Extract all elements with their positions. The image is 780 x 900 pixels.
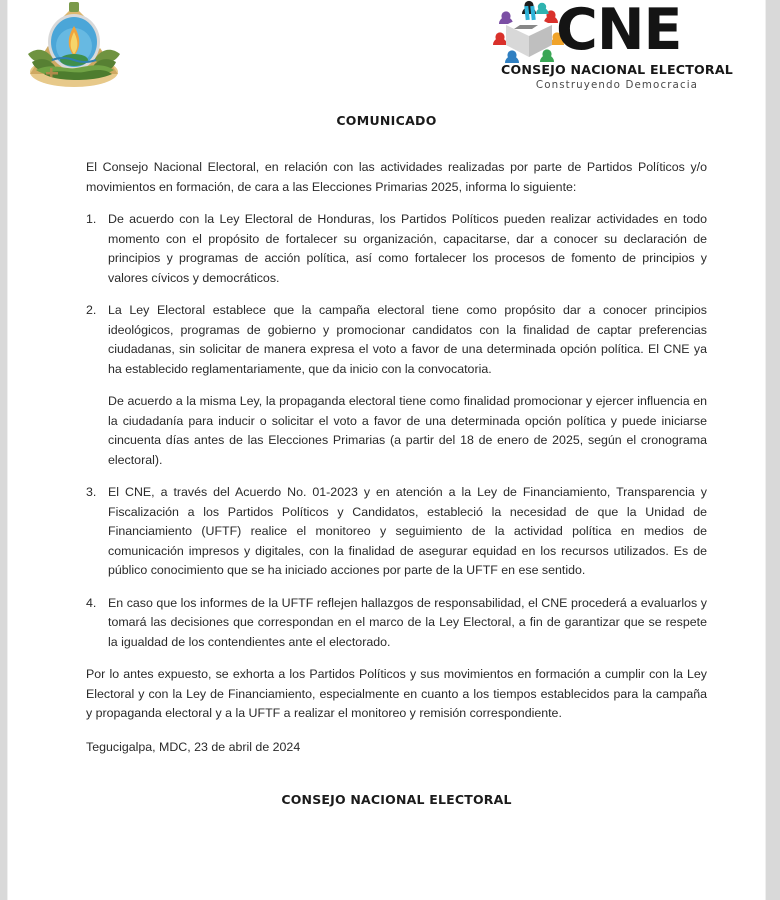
document-header	[8, 0, 765, 100]
intro-paragraph: El Consejo Nacional Electoral, en relación con las actividades realizadas por parte de Partidos Políticos y/o movimientos en formación, de cara a las Elecciones Primarias 2025, informa lo siguiente:	[86, 160, 707, 194]
honduras-coat-of-arms-icon	[22, 2, 126, 90]
list-item-text: El CNE, a través del Acuerdo No. 01-2023 y en atención a la Ley de Financiamiento, Transparencia y Fiscalización a los Partidos Políticos y Candidatos, estableció la necesidad de que la Unidad de Financiamiento (UFTF) realice el monitoreo y seguimiento de la actividad política en medios de comunicación impresos y digitales, con la finalidad de asegurar equidad en los recursos utilizados. Es de público conocimiento que se ha iniciado acciones por parte de la UFTF en ese sentido.	[108, 485, 707, 577]
cne-full-name: CONSEJO NACIONAL ELECTORAL	[501, 62, 733, 77]
list-item-sub-paragraph: De acuerdo a la misma Ley, la propaganda electoral tiene como finalidad promocionar y ejercer influencia en la ciudadanía para inducir o solicitar el voto a favor de una determinada opción política y puede iniciarse cincuenta días antes de las Elecciones Primarias (a partir del 18 de enero de 2025, según el cronograma electoral).	[108, 394, 707, 467]
list-item	[86, 483, 707, 581]
date-line: Tegucigalpa, MDC, 23 de abril de 2024	[86, 739, 301, 754]
list-item	[86, 210, 707, 288]
list-item-number: 1.	[86, 212, 97, 226]
document-page	[8, 0, 765, 900]
signature-block: CONSEJO NACIONAL ELECTORAL	[281, 792, 512, 807]
list-item-number: 4.	[86, 595, 97, 610]
cne-acronym: CNE	[556, 0, 682, 63]
document-body	[86, 158, 707, 810]
list-item-text: En caso que los informes de la UFTF reflejen hallazgos de responsabilidad, el CNE procederá a evaluarlos y tomará las decisiones que correspondan en el marco de la Ley Electoral, a fin de garantizar que se respete la igualdad de los contendientes ante el electorado.	[108, 595, 707, 649]
list-item-text: La Ley Electoral establece que la campaña electoral tiene como propósito dar a conocer principios ideológicos, programas de gobierno y promocionar candidatos con la finalidad de captar preferencias ciudadanas, sin solicitar de manera expresa el voto a favor de una determinada opción política. El CNE ya ha establecido reglamentariamente, que da inicio con la convocatoria.	[108, 303, 707, 376]
list-item	[86, 594, 707, 653]
closing-paragraph: Por lo antes expuesto, se exhorta a los Partidos Políticos y sus movimientos en formación a cumplir con la Ley Electoral y con la Ley de Financiamiento, especialmente en cuanto a los tiempos establecidos para la campaña y propaganda electoral y a la UFTF a realizar el monitoreo y remisión correspondiente.	[86, 667, 707, 720]
list-item	[86, 301, 707, 470]
cne-logo-top	[492, 0, 742, 64]
page-title: COMUNICADO	[336, 113, 437, 128]
cne-tagline: Construyendo Democracia	[535, 79, 699, 91]
list-item-text: De acuerdo con la Ley Electoral de Honduras, los Partidos Políticos pueden realizar actividades en todo momento con el propósito de fortalecer su organización, capacitarse, dar a conocer su declaración de principios y programas de acción política, así como fortalecer los procesos de fomento de principios y valores cívicos y democráticos.	[108, 212, 707, 285]
list-item-number: 2.	[86, 303, 97, 317]
cne-logo	[492, 0, 742, 96]
numbered-item-list	[86, 210, 707, 652]
ballot-box-people-icon	[492, 0, 566, 64]
list-item-number: 3.	[86, 485, 97, 499]
